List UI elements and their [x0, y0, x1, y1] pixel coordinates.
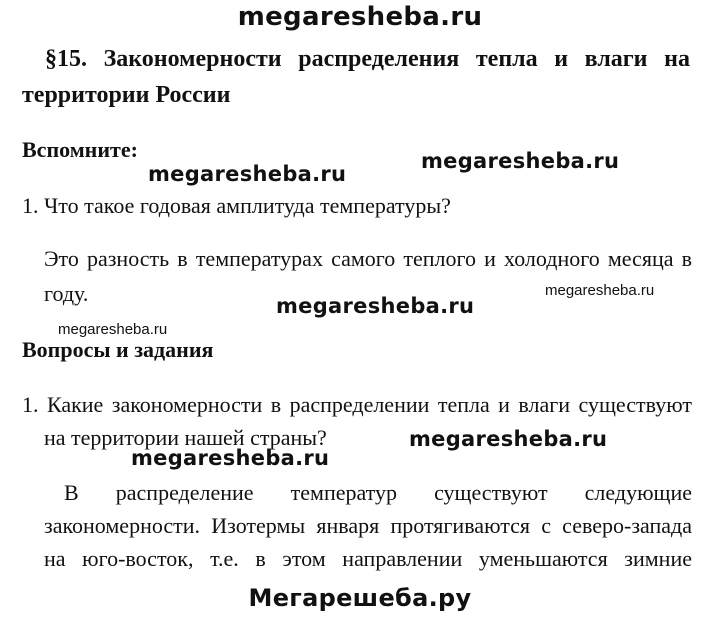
- watermark-footer: Мегарешеба.ру: [248, 584, 472, 612]
- section-title-word: тепла: [475, 46, 538, 72]
- section-title-word: и: [554, 46, 569, 72]
- answer-word: В: [64, 480, 79, 505]
- task-question-1-line1: 1. Какие закономерности в распределении тепла и влаги существуют: [22, 392, 692, 417]
- section-title-word: Закономерности: [103, 46, 282, 72]
- recall-heading: Вспомните:: [22, 137, 138, 162]
- section-title-word: влаги: [584, 46, 648, 72]
- answer-word: существуют: [434, 480, 548, 505]
- watermark-top: megaresheba.ru: [237, 2, 483, 32]
- watermark: megaresheba.ru: [58, 321, 168, 338]
- recall-answer-1-line1: Это разность в температурах самого теплого и холодного месяца в: [44, 246, 692, 271]
- section-number: §15.: [45, 46, 87, 72]
- answer-word: температур: [290, 480, 397, 505]
- answer-word: следующие: [584, 480, 692, 505]
- section-title-word: на: [664, 46, 690, 72]
- task-answer-1-line1: [64, 480, 692, 506]
- tasks-heading: Вопросы и задания: [22, 337, 214, 362]
- answer-word: распределение: [115, 480, 254, 505]
- watermark: megaresheba.ru: [421, 149, 620, 173]
- section-title-word: распределения: [298, 46, 460, 72]
- watermark: megaresheba.ru: [148, 162, 347, 186]
- watermark: megaresheba.ru: [276, 294, 475, 318]
- watermark: megaresheba.ru: [131, 446, 330, 470]
- task-answer-1-line3: на юго-восток, т.е. в этом направлении уменьшаются зимние: [44, 546, 692, 571]
- section-title-line1: [45, 46, 690, 73]
- task-answer-1-line2: закономерности. Изотермы января протягиваются с северо-запада: [44, 513, 692, 538]
- recall-answer-1-line2: году.: [44, 281, 89, 306]
- section-title-line2: территории России: [22, 82, 231, 108]
- recall-question-1: 1. Что такое годовая амплитуда температуры?: [22, 193, 451, 218]
- watermark: megaresheba.ru: [545, 282, 655, 299]
- task-question-1-line2: на территории нашей страны?: [44, 425, 327, 450]
- watermark: megaresheba.ru: [409, 427, 608, 451]
